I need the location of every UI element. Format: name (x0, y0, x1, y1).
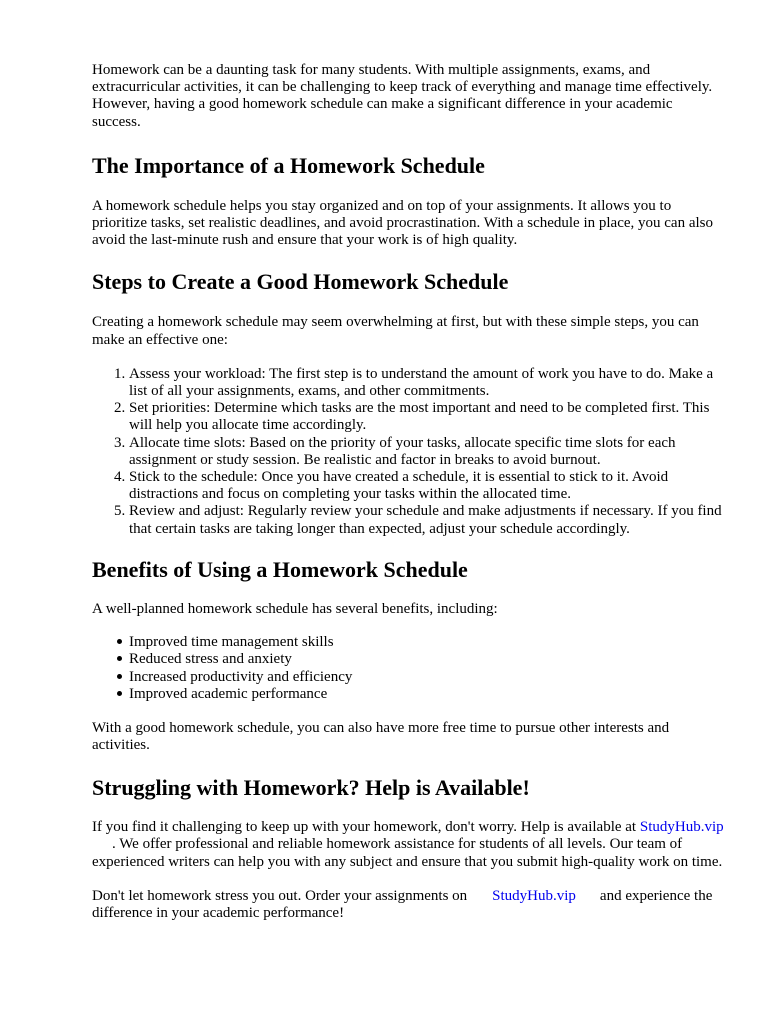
importance-paragraph: A homework schedule helps you stay organized and on top of your assignments. It allows you to prioritize tasks, set realistic deadlines, and avoid procrastination. With a schedule in place, you can also avoid the last-minute rush and ensure that your work is of high quality. (92, 197, 714, 249)
order-text-after-link: and experience the difference in your academic performance! (92, 887, 713, 921)
list-item (92, 669, 724, 686)
order-text-before-link: Don't let homework stress you out. Order your assignments on (92, 887, 468, 904)
heading-importance: The Importance of a Homework Schedule (92, 152, 485, 178)
freetime-paragraph: With a good homework schedule, you can also have more free time to pursue other interests and activities. (92, 719, 670, 753)
list-item-label: Improved academic performance (129, 686, 328, 703)
steps-paragraph: Creating a homework schedule may seem overwhelming at first, but with these simple steps, you can make an effective one: (92, 314, 699, 348)
bullet-icon (117, 691, 122, 696)
bullet-icon (117, 674, 122, 679)
heading-benefits: Benefits of Using a Homework Schedule (92, 556, 468, 582)
list-item: 3. Allocate time slots: Based on the priority of your tasks, allocate specific time slots for each assignment or study session. Be realistic and factor in breaks to avoid burnout. (129, 435, 724, 469)
benefits-paragraph: A well-planned homework schedule has several benefits, including: (92, 600, 498, 617)
benefits-list (92, 634, 724, 704)
list-item (92, 651, 724, 668)
list-item: 1. Assess your workload: The first step is to understand the amount of work you have to do. Make a list of all your assignments, exams, and other commitments. (129, 366, 724, 400)
heading-steps: Steps to Create a Good Homework Schedule (92, 269, 509, 295)
article (92, 62, 724, 922)
bullet-icon (117, 639, 122, 644)
help-text-before-link: If you find it challenging to keep up with your homework, don't worry. Help is available at (92, 819, 637, 836)
list-item-label: Reduced stress and anxiety (129, 651, 292, 668)
help-text-after-link: . We offer professional and reliable homework assistance for students of all levels. Our team of experienced writers can help you with any subject and ensure that you submit high-quality work on time. (92, 836, 723, 870)
list-item: 4. Stick to the schedule: Once you have created a schedule, it is essential to stick to it. Avoid distractions and focus on completing your tasks within the allocated time. (129, 469, 724, 503)
help-paragraph (92, 819, 724, 871)
list-item: 2. Set priorities: Determine which tasks are the most important and need to be completed first. This will help you allocate time accordingly. (129, 400, 724, 434)
list-item-label: Increased productivity and efficiency (129, 668, 353, 685)
order-paragraph (92, 888, 724, 922)
heading-help: Struggling with Homework? Help is Available! (92, 775, 530, 801)
studyhub-order-link[interactable]: StudyHub.vip (492, 887, 576, 904)
bullet-icon (117, 656, 122, 661)
list-item (92, 686, 724, 703)
list-item (92, 634, 724, 651)
list-item-label: Improved time management skills (129, 634, 334, 651)
steps-list (92, 366, 724, 538)
intro-paragraph: Homework can be a daunting task for many students. With multiple assignments, exams, and extracurricular activities, it can be challenging to keep track of everything and manage time effectively. However, having a good homework schedule can make a significant difference in your academic success. (92, 62, 713, 130)
studyhub-link[interactable]: StudyHub.vip (639, 819, 724, 836)
list-item: 5. Review and adjust: Regularly review your schedule and make adjustments if necessary. If you find that certain tasks are taking longer than expected, adjust your schedule accordingly. (129, 503, 724, 537)
